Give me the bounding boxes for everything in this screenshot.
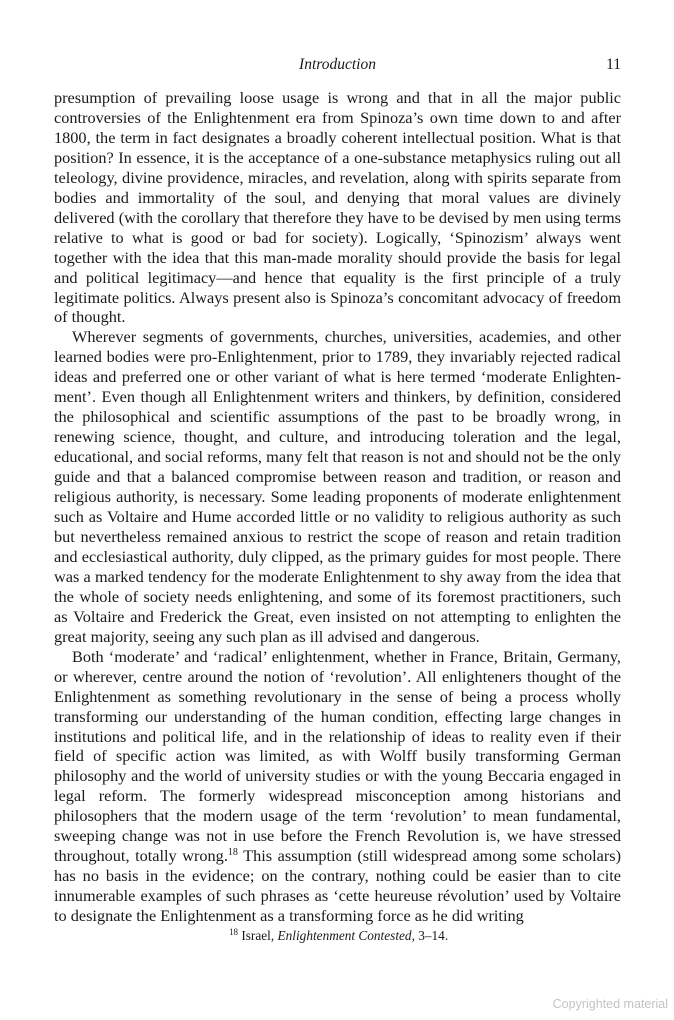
footnote-number: 18 — [229, 927, 238, 937]
footnote-reference[interactable]: 18 — [227, 847, 238, 859]
paragraph-3-text-b: This assumption (still widespread among some scholars) has no basis in the evidence; on the contrary, nothing could be easier than to cite innumerable examples of such phrases as ‘cette heureuse révolution’ used by Voltaire to designate the Enlightenment as a transforming force as he did writing — [54, 846, 622, 926]
footnote-title: Enlightenment Contested, — [277, 928, 415, 943]
footnote-author: Israel, — [241, 928, 275, 943]
paragraph-2: Wherever segments of governments, churches, universities, academies, and other learned bodies were pro-Enlightenment, prior to 1789, they invariably rejected radical ideas and preferred one or other variant of what is here termed ‘moderate Enlightenment’. Even though all Enlightenment writers and thinkers, by definition, considered the philosophical and scientific assumptions of the past to be broadly wrong, in renewing science, thought, and culture, and introducing toleration and the legal, educational, and social reforms, many felt that reason is not and should not be the only guide and that a balanced compromise between reason and tradition, or reason and religious authority, is necessary. Some leading proponents of moderate enlightenment such as Voltaire and Hume accorded little or no validity to religious authority as such but nevertheless remained anxious to restrict the scope of reason and retain tradition and ecclesiastical authority, duly clipped, as the primary guides for most people. There was a marked tendency for the moderate Enlightenment to shy away from the idea that the whole of society needs enlightening, and some of its foremost practitioners, such as Voltaire and Frederick the Great, even insisted on not attempting to enlighten the great majority, seeing any such plan as ill advised and dangerous. — [54, 327, 621, 646]
page-number: 11 — [606, 56, 621, 73]
paragraph-3-text-a: Both ‘moderate’ and ‘radical’ enlightenment, whether in France, Britain, Germany, or wherever, centre around the notion of ‘revolution’. All enlighteners thought of the Enlightenment as something revolutionary in the sense of being a process wholly transforming our understanding of the human condition, effecting large changes in institutions and political life, and in the relationship of ideas to reality even if their field of specific action was limited, as with Wolff busily transforming German philosophy and the world of university studies or with the young Beccaria engaged in legal reform. The formerly widespread misconception among historians and philosophers that the modern usage of the term ‘revolution’ to mean fundamental, sweeping change was not in use before the French Revolution is, we have stressed throughout, totally wrong. — [54, 646, 621, 866]
running-head — [54, 54, 621, 76]
paragraph-1: presumption of prevailing loose usage is wrong and that in all the major public controversies of the Enlightenment era from Spinoza’s own time down to and after 1800, the term in fact designates a broadly coherent intellectual position. What is that position? In essence, it is the acceptance of a one-substance metaphysics ruling out all teleology, divine providence, miracles, and revelation, along with spirits separate from bodies and immortality of the soul, and denying that moral values are divinely delivered (with the corollary that therefore they have to be devised by men using terms relative to what is good or bad for society). Logically, ‘Spinozism’ always went together with the idea that this man-made morality should provide the basis for legal and political legitimacy—and hence that equality is the first principle of a truly legitimate politics. Always present also is Spinoza’s concomitant advocacy of freedom of thought. — [54, 88, 621, 327]
footnote-pages: 3–14. — [418, 928, 449, 943]
footnote — [54, 927, 621, 945]
body-text — [54, 88, 621, 926]
running-title: Introduction — [299, 56, 376, 73]
paragraph-3 — [54, 647, 621, 926]
book-page — [54, 54, 621, 926]
copyright-watermark: Copyrighted material — [552, 997, 668, 1011]
